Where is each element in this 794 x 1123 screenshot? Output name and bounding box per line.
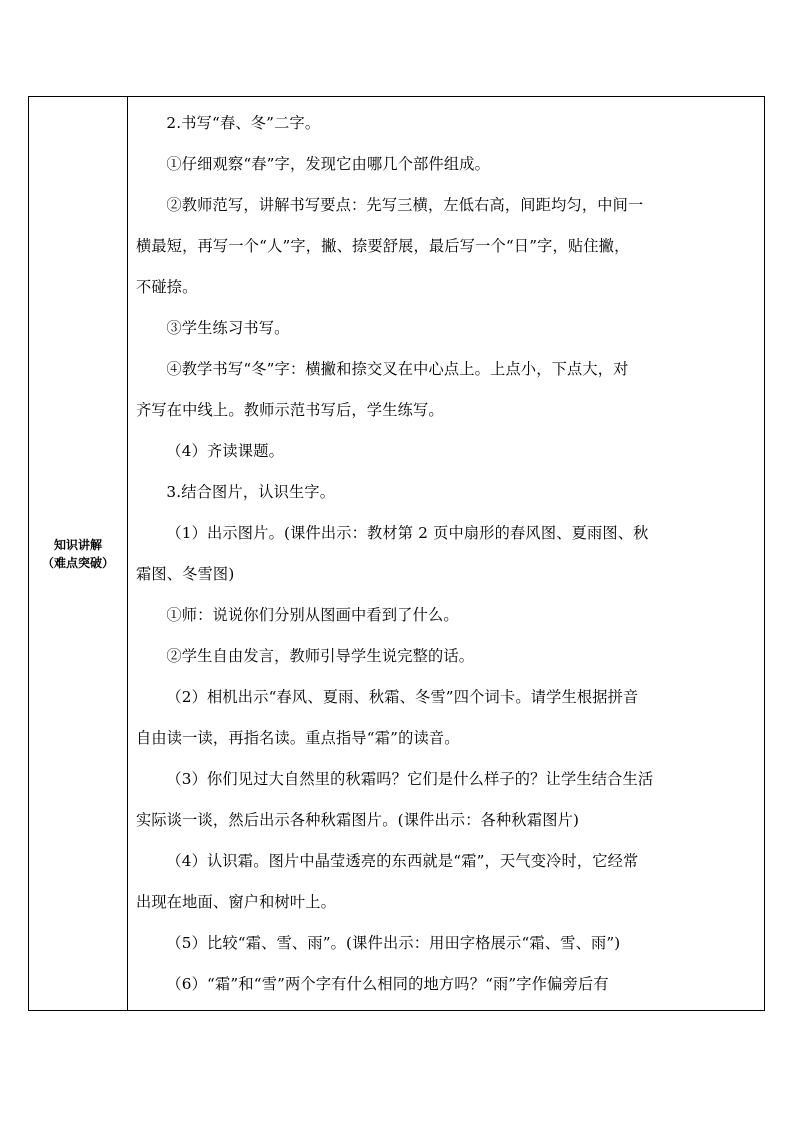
lesson-plan-table bbox=[28, 96, 765, 1011]
section-label-sub: （难点突破） bbox=[41, 555, 114, 570]
paragraph: ②学生自由发言，教师引导学生说完整的话。 bbox=[166, 647, 475, 665]
paragraph: ②教师范写，讲解书写要点：先写三横，左低右高，间距均匀，中间一 bbox=[166, 196, 644, 214]
paragraph-continuation: 不碰捺。 bbox=[136, 278, 198, 296]
paragraph: （3）你们见过大自然里的秋霜吗？它们是什么样子的？让学生结合生活 bbox=[166, 770, 654, 788]
paragraph: （4）认识霜。图片中晶莹透亮的东西就是“霜”，天气变冷时，它经常 bbox=[166, 852, 639, 870]
paragraph-continuation: 自由读一读，再指名读。重点指导“霜”的读音。 bbox=[136, 729, 460, 747]
table-row bbox=[29, 97, 765, 1011]
paragraph: （6）“霜”和“雪”两个字有什么相同的地方吗？“雨”字作偏旁后有 bbox=[166, 975, 609, 993]
paragraph-continuation: 齐写在中线上。教师示范书写后，学生练写。 bbox=[136, 401, 444, 419]
paragraph-continuation: 出现在地面、窗户和树叶上。 bbox=[136, 893, 337, 911]
paragraph-continuation: 横最短，再写一个“人”字，撇、捺要舒展，最后写一个“日”字，贴住撇， bbox=[136, 237, 630, 255]
paragraph-continuation: 霜图、冬雪图) bbox=[136, 565, 235, 583]
paragraph: ③学生练习书写。 bbox=[166, 319, 290, 337]
paragraph: ①仔细观察“春”字，发现它由哪几个部件组成。 bbox=[166, 155, 491, 173]
content-cell bbox=[128, 97, 765, 1011]
paragraph-continuation: 实际谈一谈，然后出示各种秋霜图片。(课件出示：各种秋霜图片) bbox=[136, 811, 580, 829]
paragraph: （4）齐读课题。 bbox=[166, 442, 284, 460]
paragraph: 2.书写“春、冬”二字。 bbox=[166, 114, 321, 132]
paragraph: （2）相机出示“春风、夏雨、秋霜、冬雪”四个词卡。请学生根据拼音 bbox=[166, 688, 639, 706]
paragraph: 3.结合图片，认识生字。 bbox=[166, 483, 336, 501]
section-label-cell bbox=[29, 97, 128, 1011]
paragraph: ①师：说说你们分别从图画中看到了什么。 bbox=[166, 606, 459, 624]
paragraph: （5）比较“霜、雪、雨”。(课件出示：用田字格展示“霜、雪、雨”) bbox=[166, 934, 621, 952]
paragraph: （1）出示图片。(课件出示：教材第 2 页中扇形的春风图、夏雨图、秋 bbox=[166, 524, 649, 542]
section-label-main: 知识讲解 bbox=[53, 537, 102, 552]
section-label bbox=[29, 536, 127, 572]
paragraph: ④教学书写“冬”字：横撇和捺交叉在中心点上。上点小，下点大，对 bbox=[166, 360, 629, 378]
